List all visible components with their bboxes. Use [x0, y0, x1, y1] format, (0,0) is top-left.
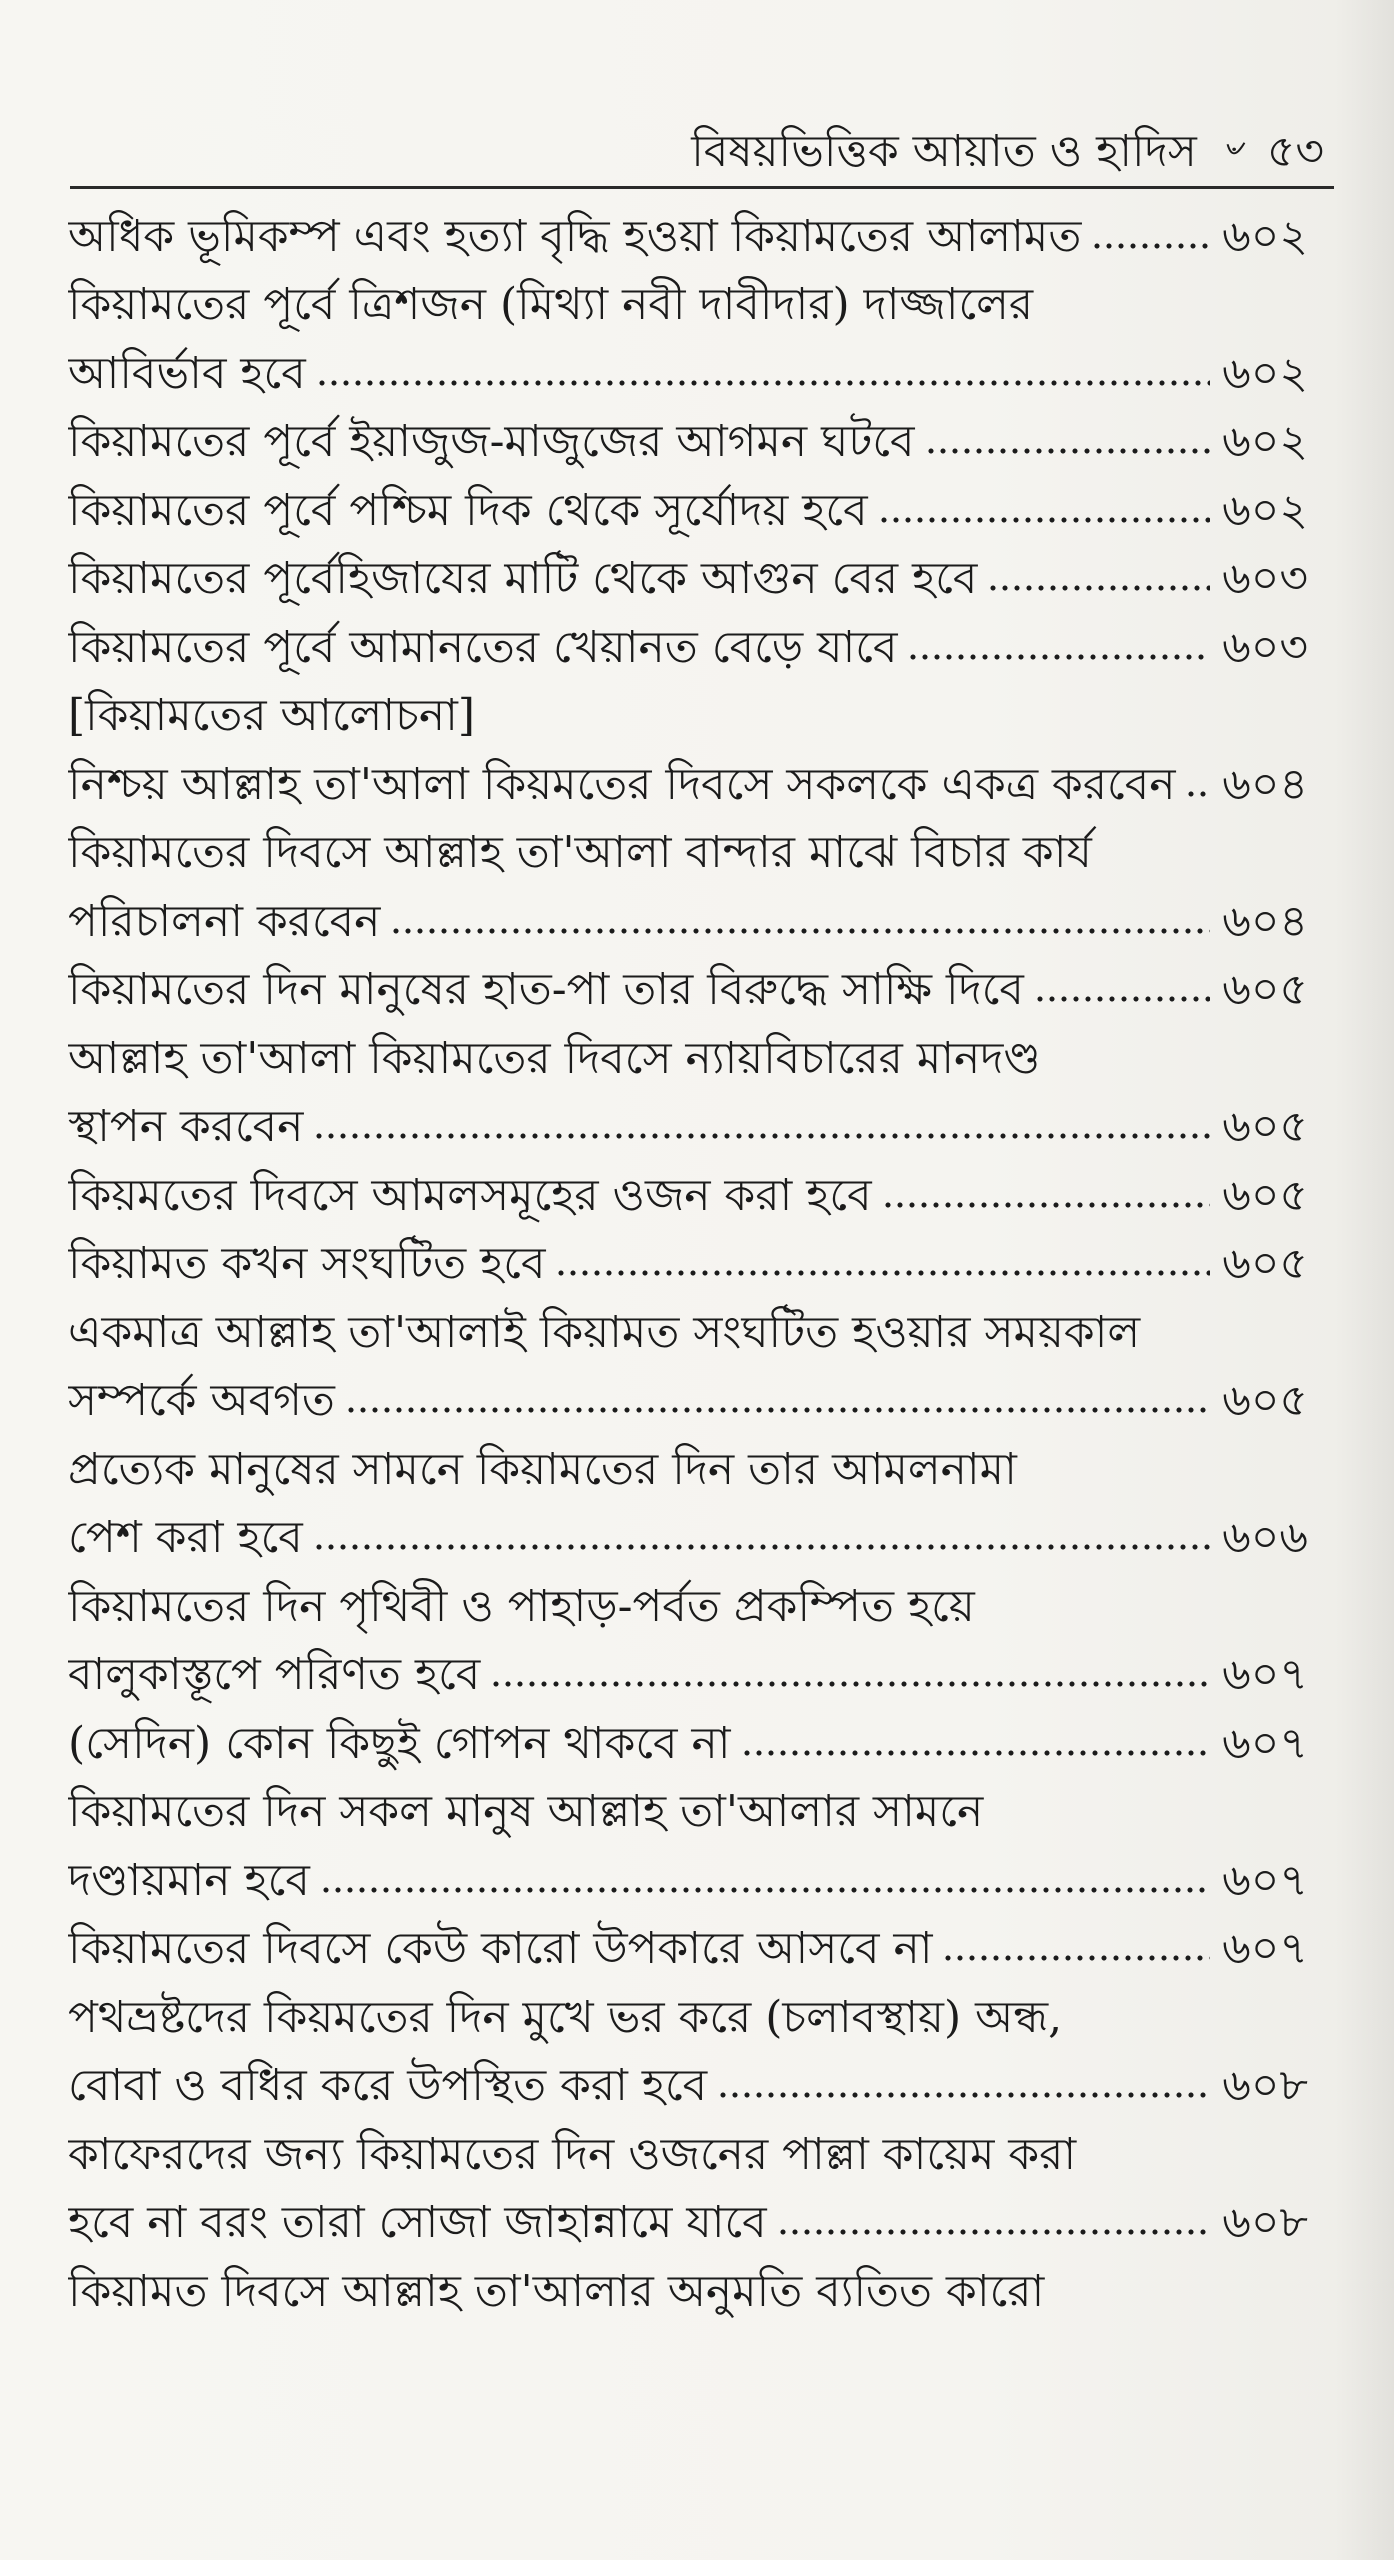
toc-page-number: ৬০২ — [1222, 210, 1308, 262]
dot-leader — [717, 2088, 1210, 2102]
toc-entry-text: অধিক ভূমিকম্প এবং হত্যা বৃদ্ধি হওয়া কিয়ামতের আলামত — [68, 210, 1082, 262]
dot-leader — [313, 1540, 1210, 1554]
toc-entry-text: কিয়ামতের পূর্বে ত্রিশজন (মিথ্যা নবী দাবীদার) দাজ্জালের — [68, 279, 1034, 330]
toc-entry-text: কিয়ামতের দিন সকল মানুষ আল্লাহ তা'আলার সামনে — [68, 1786, 984, 1837]
toc-page-number: ৬০৫ — [1222, 1101, 1308, 1152]
dot-leader — [320, 1883, 1210, 1897]
toc-entry-text: কিয়ামত কখন সংঘটিত হবে — [68, 1238, 546, 1289]
toc-line — [68, 1979, 1308, 2048]
toc-entry-text: কাফেরদের জন্য কিয়ামতের দিন ওজনের পাল্লা কায়েম করা — [68, 2128, 1077, 2180]
toc-entry-text: নিশ্চয় আল্লাহ তা'আলা কিয়মতের দিবসে সকলকে একত্র করবেন — [68, 758, 1176, 810]
toc-line — [68, 1294, 1308, 1363]
toc-line — [68, 2048, 1308, 2117]
page-edge-shadow — [1334, 0, 1394, 2560]
toc-line — [68, 678, 1308, 747]
dot-leader — [987, 581, 1210, 595]
toc-page-number: ৬০৮ — [1222, 2060, 1308, 2111]
toc-entry-text: পরিচালনা করবেন — [68, 895, 381, 947]
dot-leader — [1034, 992, 1210, 1006]
toc-entry-text: কিয়ামতের দিবসে কেউ কারো উপকারে আসবে না — [68, 1923, 933, 1974]
dot-leader — [777, 2225, 1210, 2239]
toc-entry-text: আবির্ভাব হবে — [68, 347, 306, 399]
dot-leader — [925, 444, 1210, 458]
dot-leader — [313, 1129, 1210, 1143]
toc-page-number: ৬০৪ — [1222, 895, 1308, 947]
toc-line — [68, 1568, 1308, 1637]
toc-line — [68, 2185, 1308, 2254]
toc-entry-text: বালুকাস্তূপে পরিণত হবে — [68, 1649, 481, 1700]
toc-line — [68, 1157, 1308, 1226]
toc-page-number: ৬০৪ — [1222, 758, 1308, 810]
toc-entry-text: স্থাপন করবেন — [68, 1101, 304, 1152]
toc-entry-text: কিয়ামতের দিন পৃথিবী ও পাহাড়-পর্বত প্রকম্পিত হয়ে — [68, 1580, 975, 1632]
toc-line — [68, 404, 1308, 473]
toc-line — [68, 883, 1308, 952]
header-title: বিষয়ভিত্তিক আয়াত ও হাদিস — [691, 126, 1197, 177]
toc-page-number: ৬০৫ — [1222, 964, 1308, 1015]
toc-line — [68, 2253, 1308, 2322]
toc-page-number: ৬০২ — [1222, 416, 1308, 467]
dot-leader — [345, 1403, 1210, 1417]
toc-entry-text: সম্পর্কে অবগত — [68, 1375, 335, 1426]
table-of-contents — [68, 198, 1308, 2322]
toc-page-number: ৬০৩ — [1222, 553, 1308, 604]
toc-entry-text: কিয়মতের দিবসে আমলসমূহের ওজন করা হবে — [68, 1169, 872, 1221]
toc-line — [68, 952, 1308, 1021]
toc-line — [68, 1363, 1308, 1432]
toc-entry-text: আল্লাহ তা'আলা কিয়ামতের দিবসে ন্যায়বিচারের মানদণ্ড — [68, 1032, 1041, 1084]
toc-line — [68, 335, 1308, 404]
toc-line — [68, 2116, 1308, 2185]
toc-page-number: ৬০৫ — [1222, 1375, 1308, 1426]
toc-line — [68, 1020, 1308, 1089]
toc-page-number: ৬০৬ — [1222, 1512, 1308, 1563]
dot-leader — [878, 513, 1210, 527]
toc-line — [68, 1911, 1308, 1980]
dot-leader — [1185, 787, 1210, 801]
dot-leader — [316, 376, 1210, 390]
toc-line — [68, 1226, 1308, 1295]
toc-entry-text: কিয়ামতের পূর্বে আমানতের খেয়ানত বেড়ে যাবে — [68, 621, 898, 673]
toc-page-number: ৬০২ — [1222, 484, 1308, 536]
toc-entry-text: কিয়ামত দিবসে আল্লাহ তা'আলার অনুমতি ব্যতিত কারো — [68, 2265, 1045, 2317]
toc-entry-text: কিয়ামতের পূর্বেহিজাযের মাটি থেকে আগুন বের হবে — [68, 553, 978, 604]
toc-entry-text: দণ্ডায়মান হবে — [68, 1854, 310, 1906]
toc-page-number: ৬০৭ — [1222, 1854, 1308, 1906]
dot-leader — [882, 1198, 1210, 1212]
toc-entry-text: একমাত্র আল্লাহ তা'আলাই কিয়ামত সংঘটিত হওয়ার সময়কাল — [68, 1306, 1141, 1358]
toc-line — [68, 1842, 1308, 1911]
dot-leader — [741, 1746, 1210, 1760]
toc-line — [68, 746, 1308, 815]
dot-leader — [907, 650, 1210, 664]
dot-leader — [1091, 239, 1210, 253]
toc-page-number: ৬০৭ — [1222, 1649, 1308, 1700]
toc-page-number: ৬০৩ — [1222, 621, 1308, 673]
toc-line — [68, 1774, 1308, 1843]
running-header — [70, 118, 1334, 189]
toc-entry-text: বোবা ও বধির করে উপস্থিত করা হবে — [68, 2060, 708, 2111]
toc-entry-text: (সেদিন) কোন কিছুই গোপন থাকবে না — [68, 1717, 731, 1769]
header-text — [691, 124, 1324, 183]
toc-line — [68, 1705, 1308, 1774]
toc-page-number: ৬০৫ — [1222, 1169, 1308, 1221]
toc-line — [68, 198, 1308, 267]
header-page-number: ৫৩ — [1266, 126, 1324, 177]
toc-line — [68, 1431, 1308, 1500]
toc-page-number: ৬০২ — [1222, 347, 1308, 399]
toc-line — [68, 541, 1308, 610]
toc-page-number: ৬০৮ — [1222, 2197, 1308, 2248]
toc-entry-text: কিয়ামতের পূর্বে পশ্চিম দিক থেকে সূর্যোদয় হবে — [68, 484, 868, 536]
header-ornament: ৺ — [1220, 134, 1243, 175]
toc-line — [68, 815, 1308, 884]
toc-entry-text: প্রত্যেক মানুষের সামনে কিয়ামতের দিন তার আমলনামা — [68, 1443, 1017, 1495]
toc-entry-text: হবে না বরং তারা সোজা জাহান্নামে যাবে — [68, 2197, 767, 2248]
toc-entry-text: কিয়ামতের দিবসে আল্লাহ তা'আলা বান্দার মাঝে বিচার কার্য — [68, 827, 1092, 878]
toc-line — [68, 267, 1308, 336]
toc-page-number: ৬০৭ — [1222, 1717, 1308, 1769]
dot-leader — [942, 1951, 1210, 1965]
dot-leader — [390, 924, 1210, 938]
toc-line — [68, 1500, 1308, 1569]
toc-line — [68, 609, 1308, 678]
toc-entry-text: কিয়ামতের পূর্বে ইয়াজুজ-মাজুজের আগমন ঘটবে — [68, 416, 915, 467]
toc-page-number: ৬০৭ — [1222, 1923, 1308, 1974]
toc-entry-text: পথভ্রষ্টদের কিয়মতের দিন মুখে ভর করে (চলাবস্থায়) অন্ধ, — [68, 1991, 1063, 2043]
toc-entry-text: কিয়ামতের দিন মানুষের হাত-পা তার বিরুদ্ধে সাক্ষি দিবে — [68, 964, 1024, 1015]
toc-page-number: ৬০৫ — [1222, 1238, 1308, 1289]
toc-line — [68, 1637, 1308, 1706]
toc-entry-text: পেশ করা হবে — [68, 1512, 303, 1563]
toc-entry-text: [কিয়ামতের আলোচনা] — [68, 690, 476, 741]
toc-line — [68, 472, 1308, 541]
dot-leader — [490, 1677, 1210, 1691]
toc-line — [68, 1089, 1308, 1158]
dot-leader — [555, 1266, 1210, 1280]
